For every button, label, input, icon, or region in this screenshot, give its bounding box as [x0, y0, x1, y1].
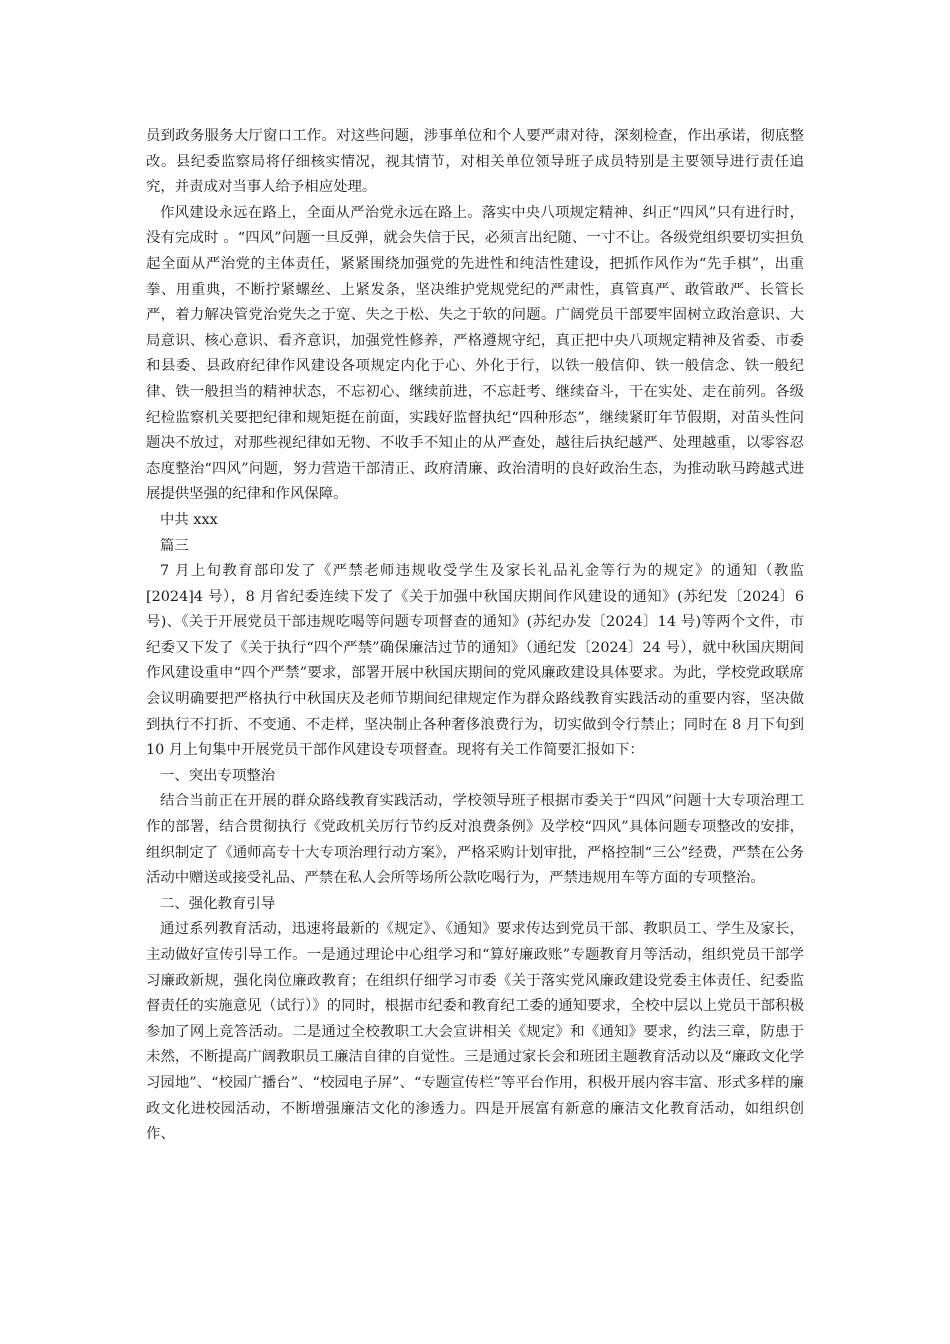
section-heading-part-three: 篇三	[160, 537, 189, 554]
paragraph-style-building: 作风建设永远在路上，全面从严治党永远在路上。落实中央八项规定精神、纠正“四风”只有进行时，没有完成时 。“四风”问题一旦反弹，就会失信于民，必须言出纪随、一寸不让。各级党组织要切实担负起全面从严治党的主体责任，紧紧围绕加强党的先进性和纯洁性建设，把抓作风作为“先手棋”，出重拳、用重典，不断拧紧螺丝、上紧发条，坚决维护党规党纪的严肃性，真管真严、敢管敢严、长管长严，着力解决管党治党失之于宽、失之于松、失之于软的问题。广阔党员干部要牢固树立政治意识、大局意识、核心意识、看齐意识，加强党性修养，严格遵规守纪，真正把中央八项规定精神及省委、市委和县委、县政府纪律作风建设各项规定内化于心、外化于行，以铁一般信仰、铁一般信念、铁一般纪律、铁一般担当的精神状态，不忘初心、继续前进，不忘赶考、继续奋斗，干在实处、走在前列。各级纪检监察机关要把纪律和规矩挺在前面，实践好监督执纪“四种形态”，继续紧盯年节假期，对苗头性问题决不放过，对那些视纪律如无物、不收手不知止的从严查处，越往后执纪越严、处理越重，以零容忍态度整治“四风”问题，努力营造干部清正、政府清廉、政治清明的良好政治生态，为推动耿马跨越式进展提供坚强的纪律和作风保障。	[146, 204, 804, 503]
paragraph-continuation: 员到政务服务大厅窗口工作。对这些问题，涉事单位和个人要严肃对待，深刻检查，作出承诺，彻底整改。县纪委监察局将仔细核实情况，视其情节，对相关单位领导班子成员特别是主要领导进行责任追究，并责成对当事人给予相应处理。	[146, 128, 804, 196]
signature-line: 中共 xxx	[160, 511, 218, 528]
paragraph-special-rectification: 结合当前正在开展的群众路线教育实践活动，学校领导班子根据市委关于“四风”问题十大专项治理工作的部署，结合贯彻执行《党政机关厉行节约反对浪费条例》及学校“四风”具体问题专项整改的安排，组织制定了《通师高专十大专项治理行动方案》，严格采购计划审批，严格控制“三公”经费，严禁在公务活动中赠送或接受礼品、严禁在私人会所等场所公款吃喝行为，严禁违规用车等方面的专项整治。	[146, 793, 804, 887]
paragraph-education-guidance: 通过系列教育活动，迅速将最新的《规定》、《通知》要求传达到党员干部、教职员工、学生及家长，主动做好宣传引导工作。一是通过理论中心组学习和“算好廉政账”专题教育月等活动，组织党员干部学习廉政新规，强化岗位廉政教育；在组织仔细学习市委《关于落实党风廉政建设党委主体责任、纪委监督责任的实施意见（试行）》的同时，根据市纪委和教育纪工委的通知要求，全校中层以上党员干部积极参加了网上竞答活动。二是通过全校教职工大会宣讲相关《规定》和《通知》要求，约法三章，防患于未然，不断提高广阔教职员工廉洁自律的自觉性。三是通过家长会和班团主题教育活动以及“廉政文化学习园地”、“校园广播台”、“校园电子屏”、“专题宣传栏”等平台作用，积极开展内容丰富、形式多样的廉政文化进校园活动，不断增强廉洁文化的渗透力。四是开展富有新意的廉洁文化教育活动，如组织创作、	[146, 921, 804, 1143]
heading-special-rectification: 一、突出专项整治	[160, 767, 276, 784]
heading-education-guidance: 二、强化教育引导	[160, 895, 276, 912]
document-page	[146, 124, 804, 1148]
paragraph-notice-summary: 7 月上旬教育部印发了《严禁老师违规收受学生及家长礼品礼金等行为的规定》的通知（教监[2024]4 号），8 月省纪委连续下发了《关于加强中秋国庆期间作风建设的通知》(苏纪发〔2024〕6 号)、《关于开展党员干部违规吃喝等问题专项督查的通知》(苏纪办发〔2024〕14 号)等两个文件，市纪委又下发了《关于执行“四个严禁”确保廉洁过节的通知》（通纪发〔2024〕24 号），就中秋国庆期间作风建设重申“四个严禁”要求，部署开展中秋国庆期间的党风廉政建设具体要求。为此，学校党政联席会议明确要把严格执行中秋国庆及老师节期间纪律规定作为群众路线教育实践活动的重要内容，坚决做到执行不打折、不变通、不走样，坚决制止各种奢侈浪费行为，切实做到令行禁止；同时在 8 月下旬到 10 月上旬集中开展党员干部作风建设专项督查。现将有关工作简要汇报如下：	[146, 563, 804, 759]
